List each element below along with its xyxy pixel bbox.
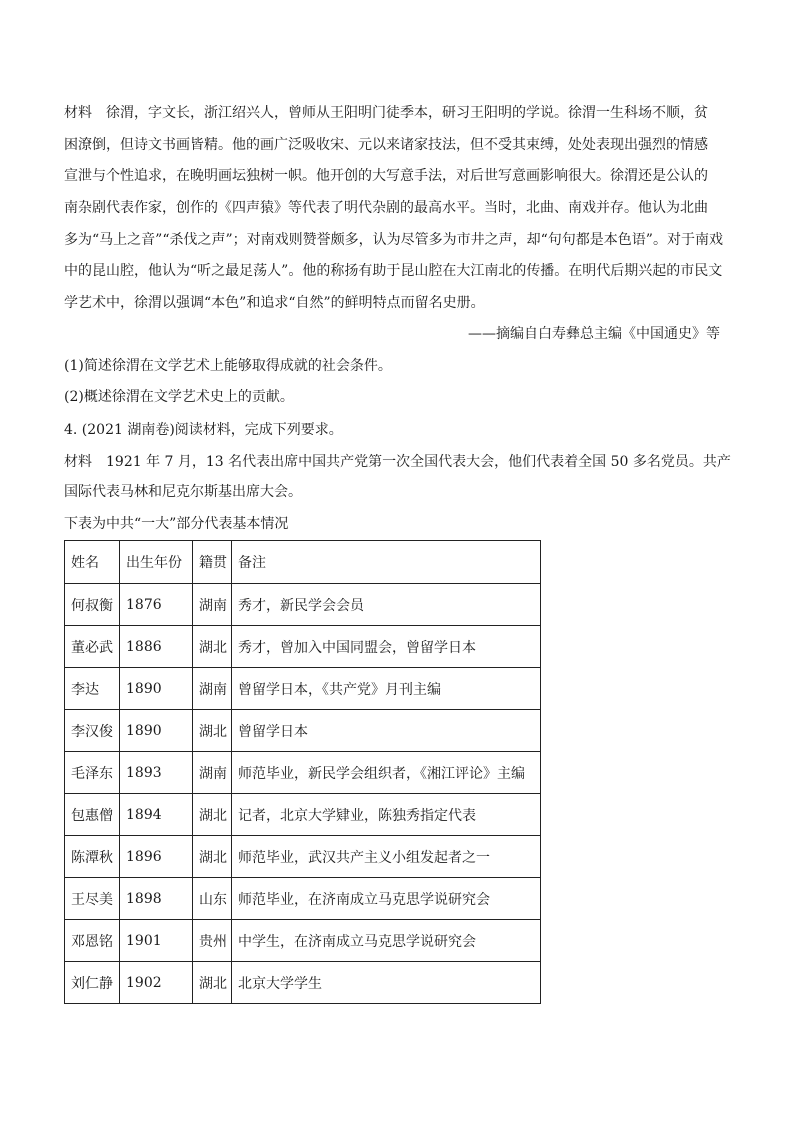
cell-name: 陈潭秋 [65,836,120,878]
cell-birth-year: 1876 [120,584,193,626]
material-line-4: 南杂剧代表作家，创作的《四声猿》等代表了明代杂剧的最高水平。当时，北曲、南戏并存。他认为北曲 [64,200,708,216]
cell-name: 邓恩铭 [65,920,120,962]
cell-native-place: 湖北 [193,836,232,878]
cell-birth-year: 1894 [120,794,193,836]
material-label: 材料 [64,105,92,121]
cell-name: 何叔衡 [65,584,120,626]
cell-name: 李汉俊 [65,710,120,752]
table-caption: 下表为中共“一大”部分代表基本情况 [64,516,289,532]
cell-native-place: 贵州 [193,920,232,962]
cell-remarks: 中学生，在济南成立马克思学说研究会 [232,920,541,962]
table-row [65,584,541,626]
table-header-row [65,541,541,584]
cell-name: 刘仁静 [65,962,120,1004]
material-label: 材料 [64,454,92,470]
table-row [65,668,541,710]
cell-birth-year: 1890 [120,668,193,710]
material-line-7: 学艺术中，徐渭以强调“本色”和追求“自然”的鲜明特点而留名史册。 [64,295,485,311]
cell-birth-year: 1902 [120,962,193,1004]
cell-remarks: 北京大学学生 [232,962,541,1004]
representatives-table [64,540,541,1004]
material-line-3: 宣泄与个性追求，在晚明画坛独树一帜。他开创的大写意手法，对后世写意画影响很大。徐渭还是公认的 [64,168,708,184]
table-row [65,878,541,920]
cell-name: 包惠僧 [65,794,120,836]
cell-native-place: 湖南 [193,668,232,710]
cell-remarks: 秀才，新民学会会员 [232,584,541,626]
cell-native-place: 湖北 [193,710,232,752]
cell-remarks: 曾留学日本，《共产党》月刊主编 [232,668,541,710]
table-row [65,626,541,668]
cell-birth-year: 1893 [120,752,193,794]
cell-birth-year: 1890 [120,710,193,752]
material-text: 徐渭，字文长，浙江绍兴人，曾师从王阳明门徒季本，研习王阳明的学说。徐渭一生科场不顺，贫 [106,105,708,121]
header-remarks: 备注 [232,541,541,584]
cell-name: 毛泽东 [65,752,120,794]
cell-native-place: 湖南 [193,584,232,626]
cell-native-place: 湖北 [193,626,232,668]
problem-4-material-line-1 [64,452,744,472]
cell-native-place: 湖南 [193,752,232,794]
cell-native-place: 山东 [193,878,232,920]
table-row [65,962,541,1004]
cell-remarks: 师范毕业，在济南成立马克思学说研究会 [232,878,541,920]
problem-4-heading: 4. (2021 湖南卷)阅读材料，完成下列要求。 [64,422,343,438]
table-row [65,752,541,794]
question-2: (2)概述徐渭在文学艺术史上的贡献。 [64,389,294,405]
cell-name: 王尽美 [65,878,120,920]
question-1: (1)简述徐渭在文学艺术上能够取得成就的社会条件。 [64,358,392,374]
problem-4-material-text: 1921 年 7 月，13 名代表出席中国共产党第一次全国代表大会，他们代表着全国 50 多名党员。共产 [106,454,731,470]
cell-name: 李达 [65,668,120,710]
cell-birth-year: 1901 [120,920,193,962]
header-native-place: 籍贯 [193,541,232,584]
table-row [65,920,541,962]
material-line-1 [64,103,744,123]
header-name: 姓名 [65,541,120,584]
cell-birth-year: 1898 [120,878,193,920]
cell-name: 董必武 [65,626,120,668]
cell-native-place: 湖北 [193,962,232,1004]
cell-birth-year: 1886 [120,626,193,668]
cell-birth-year: 1896 [120,836,193,878]
material-source: ——摘编自白寿彝总主编《中国通史》等 [468,326,720,342]
table-row [65,836,541,878]
table-row [65,710,541,752]
cell-remarks: 曾留学日本 [232,710,541,752]
problem-4-material-line-2: 国际代表马林和尼克尔斯基出席大会。 [64,484,302,500]
cell-remarks: 记者，北京大学肄业，陈独秀指定代表 [232,794,541,836]
header-birth-year: 出生年份 [120,541,193,584]
cell-native-place: 湖北 [193,794,232,836]
table-row [65,794,541,836]
cell-remarks: 师范毕业，武汉共产主义小组发起者之一 [232,836,541,878]
material-line-5: 多为“马上之音”“杀伐之声”；对南戏则赞誉颇多，认为尽管多为市井之声，却“句句都是本色语”。对于南戏 [64,232,723,248]
material-line-2: 困潦倒，但诗文书画皆精。他的画广泛吸收宋、元以来诸家技法，但不受其束缚，处处表现出强烈的情感 [64,137,708,153]
cell-remarks: 师范毕业，新民学会组织者，《湘江评论》主编 [232,752,541,794]
cell-remarks: 秀才，曾加入中国同盟会，曾留学日本 [232,626,541,668]
material-line-6: 中的昆山腔，他认为“听之最足荡人”。他的称扬有助于昆山腔在大江南北的传播。在明代后期兴起的市民文 [64,263,723,279]
